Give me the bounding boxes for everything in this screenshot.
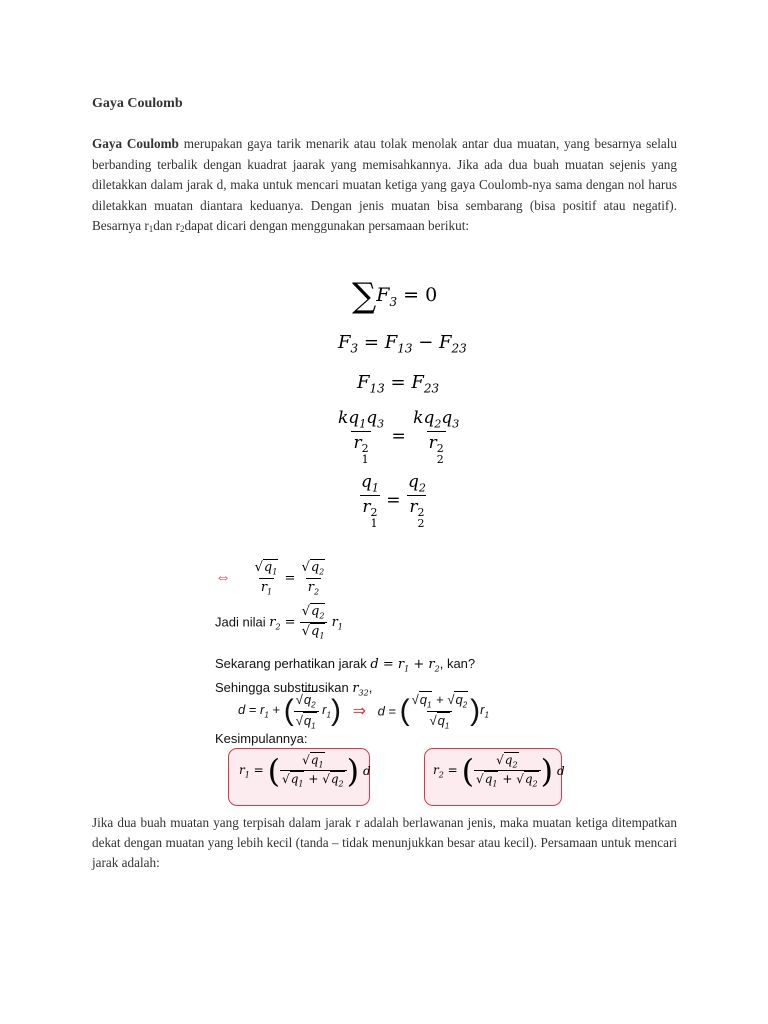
implies-arrow-icon: ⇒ xyxy=(352,703,366,721)
intro-lead: Gaya Coulomb xyxy=(92,136,179,151)
equation-force-difference: $F_3 = F_{13} - F_{23}$ xyxy=(338,332,467,356)
equivalence-arrow-icon: ⇔ xyxy=(215,569,231,587)
intro-paragraph: Gaya Coulomb merupakan gaya tarik menarik atau tolak menolak antar dua muatan, yang besarnya selalu berbanding terbalik dengan kuadrat jaarak yang memisahkannya. Jika ada dua buah muatan sejenis yang diletakkan dalam jarak d, maka untuk mencari muatan ketiga yang gaya Coulomb-nya sama dengan nol harus diletakkan muatan diantara keduanya. Dengan jenis muatan bisa sembarang (bisa positif atau negatif). Besarnya $r_1dan$ $r_2dapat$ dicari dengan menggunakan persamaan berikut: xyxy=(92,136,677,235)
kesimpulan-label: Kesimpulannya: xyxy=(215,731,308,746)
equation-charge-ratio: $q_1$ r 2 1 = $q_2$ r 2 2 xyxy=(361,472,426,531)
derivation-step-r2: Jadi nilai $r_2$ = $\frac{√q_2}{√q_1}$ $r_1$ xyxy=(215,604,343,641)
result-box-r2: $r_2$ = ( $\frac{√q_2}{√q_1 + √q_2}$ ) d xyxy=(424,748,562,806)
derivation-step-sqrt: ⇔ $\frac{√q_1}{r_1}$ = $\frac{√q_2}{r_2}$ xyxy=(215,560,325,597)
jadi-label: Jadi nilai xyxy=(215,614,266,630)
derivation-step-distance: Sekarang perhatikan jarak $d = r_1 + r_2$, kan? Sehingga substitusikan $r_{32}$, xyxy=(215,656,476,698)
derivation-step-substitution: $d = r_1$ + ( $\frac{√q_2}{√q_1}$ $r_1$) ⇒ d = ( $\frac{√q_1 + √q_2}{√q_1}$ )$r_1$ xyxy=(238,692,489,731)
equation-sum-forces: $\sum F_3 = 0$ xyxy=(352,276,438,316)
equation-coulomb-ratio: $kq_1q_3$ r 2 1 = $kq_2q_3$ r 2 2 xyxy=(338,408,460,467)
closing-paragraph: Jika dua buah muatan yang terpisah dalam jarak r adalah berlawanan jenis, maka muatan ketiga ditempatkan dekat dengan muatan yang lebih kecil (tanda – tidak menunjukkan besar atau kecil). Persamaan untuk mencari jarak adalah: xyxy=(92,815,677,870)
result-box-r1: $r_1$ = ( $\frac{√q_1}{√q_1 + √q_2}$ ) d xyxy=(228,748,370,806)
document-title: Gaya Coulomb xyxy=(92,96,183,111)
equation-force-equal: $F_{13} = F_{23}$ xyxy=(357,372,440,396)
